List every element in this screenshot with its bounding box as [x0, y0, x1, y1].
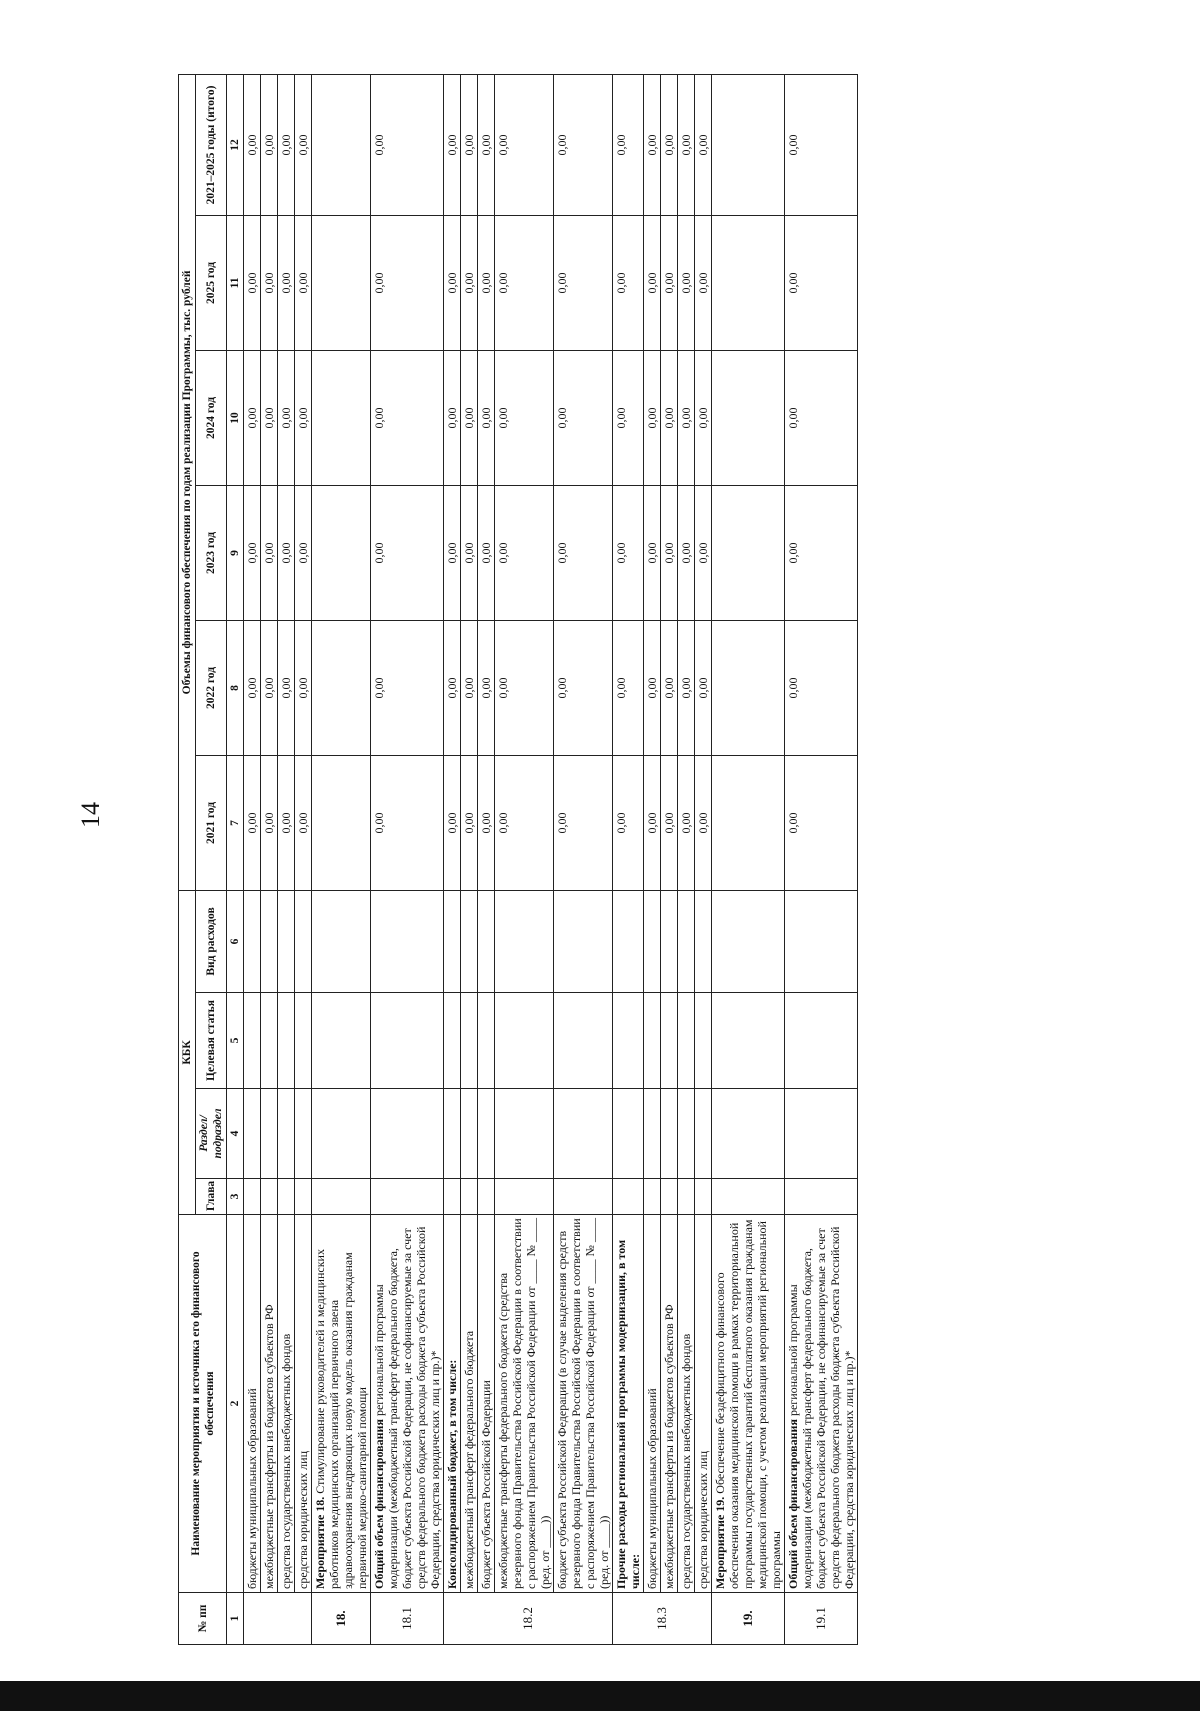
- header-2025: 2025 год: [196, 215, 227, 350]
- value-cell: 0,00: [478, 74, 495, 215]
- value-cell: 0,00: [661, 620, 678, 755]
- row-name: [461, 1215, 478, 1593]
- value-cell: 0,00: [678, 620, 695, 755]
- row-name-bold: Мероприятие 19.: [713, 1496, 727, 1589]
- index-cell: 9: [227, 485, 244, 620]
- row-number: 19.1: [785, 1593, 858, 1645]
- value-cell: 0,00: [785, 74, 858, 215]
- value-cell: [712, 755, 785, 890]
- scan-edge: [0, 1681, 1200, 1711]
- row-name-text: средства юридических лиц: [696, 1451, 710, 1589]
- kbk-cell: [371, 890, 444, 992]
- row-name: [785, 1215, 858, 1593]
- kbk-cell: [613, 1179, 644, 1215]
- index-cell: 6: [227, 890, 244, 992]
- header-2024: 2024 год: [196, 350, 227, 485]
- row-name: [712, 1215, 785, 1593]
- kbk-cell: [278, 1089, 295, 1179]
- value-cell: 0,00: [613, 215, 644, 350]
- kbk-cell: [312, 1179, 371, 1215]
- value-cell: 0,00: [495, 485, 554, 620]
- value-cell: 0,00: [371, 620, 444, 755]
- kbk-cell: [554, 890, 613, 992]
- header-stat: Целевая статья: [196, 993, 227, 1089]
- value-cell: 0,00: [461, 74, 478, 215]
- row-name-bold: Общий объем финансирования: [786, 1419, 800, 1589]
- value-cell: 0,00: [244, 74, 261, 215]
- value-cell: 0,00: [644, 350, 661, 485]
- row-number: 18.: [312, 1593, 371, 1645]
- row-name: [695, 1215, 712, 1593]
- value-cell: 0,00: [295, 755, 312, 890]
- kbk-cell: [712, 1179, 785, 1215]
- value-cell: [312, 755, 371, 890]
- row-name-text: средства государственных внебюджетных фондов: [679, 1333, 693, 1589]
- kbk-cell: [478, 1179, 495, 1215]
- kbk-cell: [712, 993, 785, 1089]
- kbk-cell: [712, 890, 785, 992]
- value-cell: 0,00: [613, 350, 644, 485]
- value-cell: 0,00: [278, 215, 295, 350]
- value-cell: 0,00: [244, 620, 261, 755]
- kbk-cell: [661, 1089, 678, 1179]
- kbk-cell: [644, 993, 661, 1089]
- value-cell: 0,00: [278, 74, 295, 215]
- kbk-cell: [244, 890, 261, 992]
- value-cell: [712, 74, 785, 215]
- value-cell: 0,00: [554, 74, 613, 215]
- kbk-cell: [261, 993, 278, 1089]
- value-cell: [712, 350, 785, 485]
- value-cell: [712, 485, 785, 620]
- row-name: [244, 1215, 261, 1593]
- row-name: [678, 1215, 695, 1593]
- row-name-text: средства государственных внебюджетных фондов: [279, 1333, 293, 1589]
- row-name-text: бюджеты муниципальных образований: [245, 1388, 259, 1589]
- value-cell: 0,00: [461, 485, 478, 620]
- row-name: [261, 1215, 278, 1593]
- financing-table: [178, 74, 858, 1645]
- value-cell: 0,00: [295, 74, 312, 215]
- table-row: [785, 74, 858, 1644]
- value-cell: 0,00: [695, 74, 712, 215]
- value-cell: 0,00: [278, 620, 295, 755]
- value-cell: 0,00: [695, 755, 712, 890]
- value-cell: 0,00: [244, 350, 261, 485]
- row-name-text: региональной программы модернизации (межбюджетный трансферт федерального бюджета, бюджет субъекта Российской Федерации, не софинансируемые за счет средств федерального бюджета расходы бюджета субъекта Российской Федерации, средства юридических лиц и пр.)*: [786, 1226, 856, 1589]
- kbk-cell: [644, 1089, 661, 1179]
- row-name-text: межбюджетные трансферты федерального бюджета (средства резервного фонда Правительства Российской Федерации в соответствии с распоряжением Правительства Российской Федерации от ____ № ____ (ред. от ____)): [496, 1217, 552, 1589]
- value-cell: 0,00: [278, 350, 295, 485]
- table-row: [461, 74, 478, 1644]
- value-cell: 0,00: [495, 350, 554, 485]
- row-number: 19.: [712, 1593, 785, 1645]
- value-cell: 0,00: [444, 215, 461, 350]
- value-cell: 0,00: [444, 74, 461, 215]
- header-2021: 2021 год: [196, 755, 227, 890]
- value-cell: 0,00: [785, 755, 858, 890]
- row-name: [371, 1215, 444, 1593]
- value-cell: [712, 620, 785, 755]
- value-cell: 0,00: [478, 350, 495, 485]
- value-cell: 0,00: [661, 755, 678, 890]
- row-name-text: межбюджетные трансферты из бюджетов субъектов РФ: [662, 1304, 676, 1589]
- kbk-cell: [678, 890, 695, 992]
- value-cell: 0,00: [678, 350, 695, 485]
- kbk-cell: [785, 890, 858, 992]
- value-cell: 0,00: [478, 215, 495, 350]
- row-name-text: Стимулирование руководителей и медицинских работников медицинских организаций первичного звена здравоохранения внедряющих новую модель оказания гражданам первичной медико-санитарной помощи: [313, 1249, 369, 1589]
- kbk-cell: [312, 993, 371, 1089]
- row-name-text: бюджет субъекта Российской Федерации: [479, 1380, 493, 1589]
- index-cell: 1: [227, 1593, 244, 1645]
- kbk-cell: [312, 890, 371, 992]
- value-cell: [312, 74, 371, 215]
- value-cell: 0,00: [444, 620, 461, 755]
- kbk-cell: [661, 993, 678, 1089]
- value-cell: 0,00: [495, 215, 554, 350]
- value-cell: 0,00: [695, 620, 712, 755]
- kbk-cell: [478, 890, 495, 992]
- kbk-cell: [554, 993, 613, 1089]
- index-cell: 8: [227, 620, 244, 755]
- row-name: [444, 1215, 461, 1593]
- value-cell: 0,00: [695, 350, 712, 485]
- row-name: [644, 1215, 661, 1593]
- value-cell: 0,00: [785, 215, 858, 350]
- value-cell: 0,00: [554, 755, 613, 890]
- kbk-cell: [261, 1089, 278, 1179]
- kbk-cell: [371, 1179, 444, 1215]
- index-cell: 4: [227, 1089, 244, 1179]
- row-name: [495, 1215, 554, 1593]
- kbk-cell: [244, 993, 261, 1089]
- header-vid: Вид расходов: [196, 890, 227, 992]
- row-name-bold: Общий объем финансирования: [372, 1419, 386, 1589]
- kbk-cell: [495, 993, 554, 1089]
- value-cell: 0,00: [244, 485, 261, 620]
- row-name-bold: Мероприятие 18.: [313, 1496, 327, 1589]
- value-cell: 0,00: [661, 485, 678, 620]
- table-row: [261, 74, 278, 1644]
- page-number: 14: [76, 802, 105, 828]
- kbk-cell: [695, 1089, 712, 1179]
- row-name: [613, 1215, 644, 1593]
- index-cell: 7: [227, 755, 244, 890]
- kbk-cell: [278, 890, 295, 992]
- value-cell: 0,00: [371, 755, 444, 890]
- value-cell: 0,00: [461, 620, 478, 755]
- kbk-cell: [712, 1089, 785, 1179]
- kbk-cell: [613, 1089, 644, 1179]
- value-cell: 0,00: [695, 485, 712, 620]
- value-cell: 0,00: [785, 620, 858, 755]
- kbk-cell: [278, 1179, 295, 1215]
- kbk-cell: [261, 1179, 278, 1215]
- table-row: [644, 74, 661, 1644]
- kbk-cell: [461, 890, 478, 992]
- value-cell: 0,00: [554, 485, 613, 620]
- value-cell: 0,00: [444, 755, 461, 890]
- value-cell: 0,00: [661, 74, 678, 215]
- index-cell: 12: [227, 74, 244, 215]
- value-cell: 0,00: [554, 215, 613, 350]
- value-cell: 0,00: [461, 215, 478, 350]
- kbk-cell: [661, 1179, 678, 1215]
- value-cell: 0,00: [661, 215, 678, 350]
- row-number: 18.2: [444, 1593, 613, 1645]
- value-cell: 0,00: [613, 755, 644, 890]
- value-cell: 0,00: [371, 485, 444, 620]
- kbk-cell: [295, 1179, 312, 1215]
- kbk-cell: [244, 1089, 261, 1179]
- value-cell: [312, 215, 371, 350]
- value-cell: 0,00: [444, 485, 461, 620]
- value-cell: 0,00: [244, 215, 261, 350]
- value-cell: 0,00: [644, 485, 661, 620]
- value-cell: 0,00: [785, 350, 858, 485]
- value-cell: 0,00: [678, 485, 695, 620]
- value-cell: 0,00: [613, 620, 644, 755]
- value-cell: 0,00: [644, 74, 661, 215]
- table-row: [661, 74, 678, 1644]
- index-cell: 2: [227, 1215, 244, 1593]
- value-cell: 0,00: [495, 755, 554, 890]
- value-cell: 0,00: [461, 350, 478, 485]
- table-row: [244, 74, 261, 1644]
- value-cell: 0,00: [495, 74, 554, 215]
- value-cell: 0,00: [661, 350, 678, 485]
- row-name: [312, 1215, 371, 1593]
- value-cell: 0,00: [244, 755, 261, 890]
- kbk-cell: [495, 1179, 554, 1215]
- row-name-text: бюджеты муниципальных образований: [645, 1388, 659, 1589]
- value-cell: 0,00: [478, 485, 495, 620]
- value-cell: 0,00: [295, 215, 312, 350]
- value-cell: 0,00: [613, 74, 644, 215]
- kbk-cell: [554, 1179, 613, 1215]
- value-cell: 0,00: [613, 485, 644, 620]
- kbk-cell: [678, 1089, 695, 1179]
- row-name: [295, 1215, 312, 1593]
- kbk-cell: [644, 890, 661, 992]
- kbk-cell: [444, 1089, 461, 1179]
- value-cell: 0,00: [295, 620, 312, 755]
- value-cell: 0,00: [554, 620, 613, 755]
- row-name-text: средства юридических лиц: [296, 1451, 310, 1589]
- kbk-cell: [661, 890, 678, 992]
- value-cell: 0,00: [495, 620, 554, 755]
- header-total: 2021–2025 годы (итого): [196, 74, 227, 215]
- kbk-cell: [478, 993, 495, 1089]
- value-cell: 0,00: [678, 755, 695, 890]
- row-name-text: Обеспечение бездефицитного финансового обеспечения оказания медицинской помощи в рамках территориальной программы государственных гарантий бесплатного оказания гражданам медицинской помощи, с учетом реализации мероприятий региональной программы: [713, 1219, 783, 1589]
- table-row: [478, 74, 495, 1644]
- kbk-cell: [644, 1179, 661, 1215]
- value-cell: 0,00: [261, 620, 278, 755]
- kbk-cell: [461, 1179, 478, 1215]
- value-cell: [312, 485, 371, 620]
- value-cell: 0,00: [261, 755, 278, 890]
- row-name: [478, 1215, 495, 1593]
- header-num: № пп: [179, 1593, 227, 1645]
- value-cell: 0,00: [678, 215, 695, 350]
- value-cell: 0,00: [461, 755, 478, 890]
- index-cell: 3: [227, 1179, 244, 1215]
- index-row: [227, 74, 244, 1644]
- index-cell: 5: [227, 993, 244, 1089]
- row-name: [661, 1215, 678, 1593]
- value-cell: 0,00: [695, 215, 712, 350]
- table-row: [712, 74, 785, 1644]
- row-name-text: региональной программы модернизации (межбюджетный трансферт федерального бюджета, бюджет субъекта Российской Федерации, не софинансируемые за счет средств федерального бюджета расходы бюджета субъекта Российской Федерации, средства юридических лиц и пр.)*: [372, 1226, 442, 1589]
- value-cell: 0,00: [678, 74, 695, 215]
- table-row: [278, 74, 295, 1644]
- header-kbk: КБК: [179, 890, 196, 1214]
- kbk-cell: [554, 1089, 613, 1179]
- value-cell: 0,00: [261, 74, 278, 215]
- kbk-cell: [695, 993, 712, 1089]
- kbk-cell: [678, 993, 695, 1089]
- table-row: [495, 74, 554, 1644]
- value-cell: 0,00: [371, 350, 444, 485]
- header-name: Наименование мероприятия и источника его финансового обеспечения: [179, 1215, 227, 1593]
- value-cell: 0,00: [554, 350, 613, 485]
- value-cell: 0,00: [295, 350, 312, 485]
- value-cell: 0,00: [371, 74, 444, 215]
- row-number: 18.3: [613, 1593, 712, 1645]
- row-name-text: Прочие расходы региональной программы модернизации, в том числе:: [614, 1239, 642, 1589]
- kbk-cell: [613, 993, 644, 1089]
- value-cell: 0,00: [785, 485, 858, 620]
- row-name-text: Консолидированный бюджет, в том числе:: [445, 1359, 459, 1589]
- kbk-cell: [695, 890, 712, 992]
- kbk-cell: [678, 1179, 695, 1215]
- value-cell: 0,00: [261, 215, 278, 350]
- kbk-cell: [444, 890, 461, 992]
- kbk-cell: [785, 1179, 858, 1215]
- kbk-cell: [444, 1179, 461, 1215]
- kbk-cell: [371, 1089, 444, 1179]
- kbk-cell: [495, 890, 554, 992]
- index-cell: 11: [227, 215, 244, 350]
- kbk-cell: [613, 890, 644, 992]
- row-number: 18.1: [371, 1593, 444, 1645]
- header-razdel: Раздел/ подраздел: [196, 1089, 227, 1179]
- kbk-cell: [785, 1089, 858, 1179]
- kbk-cell: [461, 993, 478, 1089]
- table-row: [371, 74, 444, 1644]
- value-cell: 0,00: [295, 485, 312, 620]
- value-cell: 0,00: [444, 350, 461, 485]
- kbk-cell: [312, 1089, 371, 1179]
- row-name: [554, 1215, 613, 1593]
- table-row: [554, 74, 613, 1644]
- row-name-text: межбюджетные трансферты из бюджетов субъектов РФ: [262, 1304, 276, 1589]
- value-cell: [312, 620, 371, 755]
- kbk-cell: [695, 1179, 712, 1215]
- table-row: [444, 74, 461, 1644]
- kbk-cell: [278, 993, 295, 1089]
- value-cell: 0,00: [371, 215, 444, 350]
- kbk-cell: [261, 890, 278, 992]
- table-row: [613, 74, 644, 1644]
- value-cell: [712, 215, 785, 350]
- row-number: [244, 1593, 312, 1645]
- kbk-cell: [461, 1089, 478, 1179]
- value-cell: 0,00: [644, 755, 661, 890]
- value-cell: 0,00: [644, 620, 661, 755]
- index-cell: 10: [227, 350, 244, 485]
- kbk-cell: [295, 1089, 312, 1179]
- table-row: [695, 74, 712, 1644]
- kbk-cell: [244, 1179, 261, 1215]
- kbk-cell: [295, 993, 312, 1089]
- kbk-cell: [371, 993, 444, 1089]
- value-cell: 0,00: [478, 755, 495, 890]
- row-name-text: бюджет субъекта Российской Федерации (в случае выделения средств резервного фонда Правительства Российской Федерации в соответствии с распоряжением Правительства Российской Федерации от ____ № ____ (ред. от ____)): [555, 1217, 611, 1589]
- value-cell: 0,00: [278, 485, 295, 620]
- header-2023: 2023 год: [196, 485, 227, 620]
- row-name: [278, 1215, 295, 1593]
- header-volumes: Объемы финансового обеспечения по годам реализации Программы, тыс. рублей: [179, 74, 196, 890]
- kbk-cell: [478, 1089, 495, 1179]
- kbk-cell: [495, 1089, 554, 1179]
- row-name-text: межбюджетный трансферт федерального бюджета: [462, 1330, 476, 1589]
- table-row: [295, 74, 312, 1644]
- value-cell: 0,00: [261, 485, 278, 620]
- kbk-cell: [785, 993, 858, 1089]
- header-glava: Глава: [196, 1179, 227, 1215]
- value-cell: 0,00: [644, 215, 661, 350]
- table-row: [312, 74, 371, 1644]
- kbk-cell: [295, 890, 312, 992]
- table-body: [244, 74, 858, 1644]
- rotated-table-container: [178, 75, 1200, 1645]
- value-cell: 0,00: [478, 620, 495, 755]
- kbk-cell: [444, 993, 461, 1089]
- table-row: [678, 74, 695, 1644]
- header-2022: 2022 год: [196, 620, 227, 755]
- value-cell: 0,00: [261, 350, 278, 485]
- value-cell: [312, 350, 371, 485]
- value-cell: 0,00: [278, 755, 295, 890]
